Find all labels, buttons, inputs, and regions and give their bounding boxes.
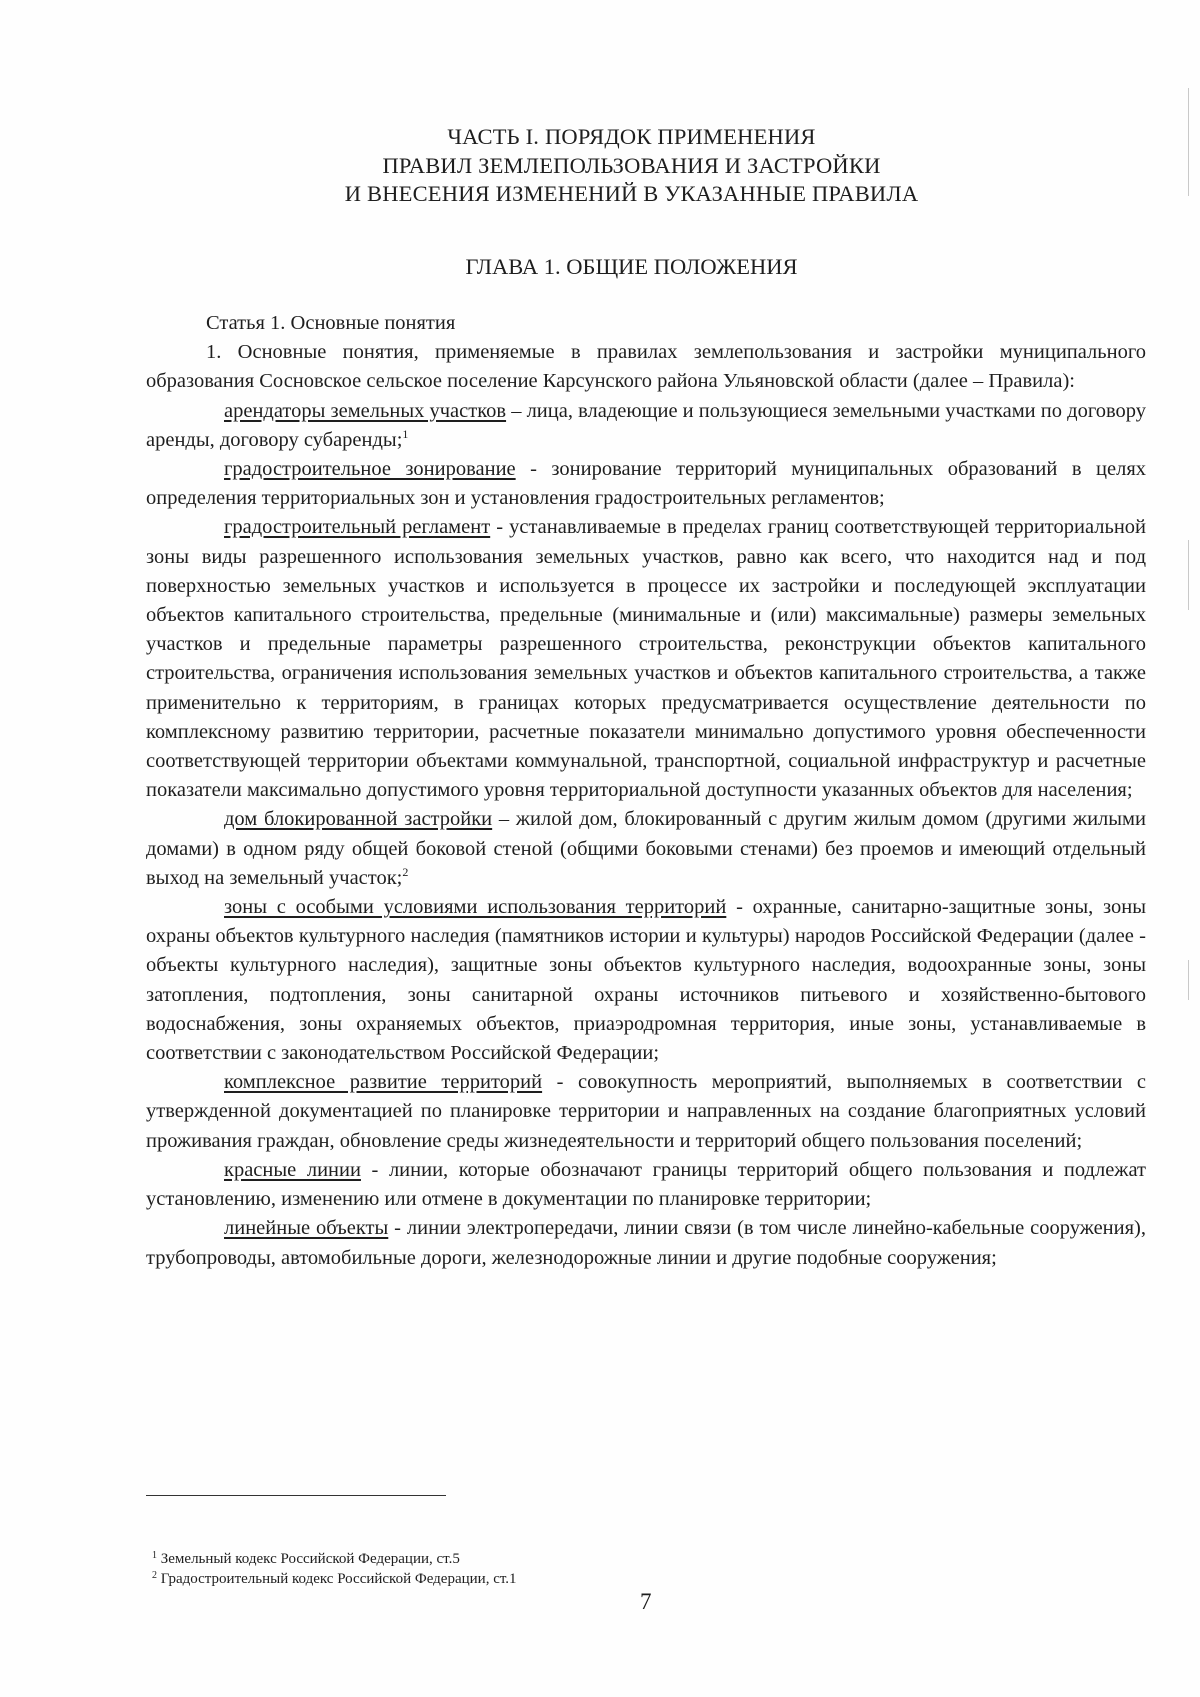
part-title-line-3: И ВНЕСЕНИЯ ИЗМЕНЕНИЙ В УКАЗАННЫЕ ПРАВИЛА <box>344 181 919 206</box>
part-title-line-1: ЧАСТЬ I. ПОРЯДОК ПРИМЕНЕНИЯ <box>447 124 816 149</box>
part-title-line-2: ПРАВИЛ ЗЕМЛЕПОЛЬЗОВАНИЯ И ЗАСТРОЙКИ <box>382 153 881 178</box>
definition-text: - совокупность мероприятий, выполняемых в соответствии с утвержденной документацией по планировке территории и направленных на создание благоприятных условий проживания граждан, обновление среды жизнедеятельности и территорий общего пользования поселений; <box>146 1071 1147 1152</box>
footnote-text: Земельный кодекс Российской Федерации, ст.5 <box>160 1551 460 1567</box>
definition-text: - устанавливаемые в пределах границ соответствующей территориальной зоны виды разрешенного использования земельных участков, равно как всего, что находится над и под поверхностью земельных участков и используется в процессе их застройки и последующей эксплуатации объектов капитального строительства, предельные (минимальные и (или) максимальные) размеры земельных участков и предельные параметры разрешенного строительства, реконструкции объектов капитального строительства, ограничения использования земельных участков и объектов капитального строительства, а также применительно к территориям, в границах которых предусматривается осуществление деятельности по комплексному развитию территории, расчетные показатели минимально допустимого уровня обеспеченности соответствующей территории объектами коммунальной, транспортной, социальной инфраструктур и расчетные показатели максимально допустимого уровня территориальной доступности указанных объектов для населения; <box>146 516 1147 802</box>
definition-text: - линии электропередачи, линии связи (в том числе линейно-кабельные сооружения), трубопроводы, автомобильные дороги, железнодорожные линии и другие подобные сооружения; <box>146 1217 1147 1269</box>
defined-term: комплексное развитие территорий <box>224 1071 543 1094</box>
definition-paragraph <box>146 397 1146 455</box>
definition-paragraph <box>146 1156 1146 1214</box>
defined-term: красные линии <box>224 1158 361 1181</box>
footnote-ref: 2 <box>402 864 409 879</box>
footnote-text: Градостроительный кодекс Российской Федерации, ст.1 <box>160 1571 517 1587</box>
footnote-mark: 1 <box>152 1550 157 1561</box>
definition-paragraph <box>146 1214 1146 1272</box>
definition-paragraph <box>146 893 1146 1068</box>
footnote-ref: 1 <box>402 426 409 441</box>
article-body <box>146 309 1146 1273</box>
definition-text: – жилой дом, блокированный с другим жилым домом (другими жилыми домами) в одном ряду общей боковой стеной (общими боковыми стенами) без проемов и имеющий отдельный выход на земельный участок; <box>146 808 1147 889</box>
definition-text: – лица, владеющие и пользующиеся земельными участками по договору аренды, договору субаренды; <box>146 399 1146 451</box>
footnote-mark: 2 <box>152 1570 157 1581</box>
defined-term: линейные объекты <box>224 1217 389 1240</box>
defined-term: арендаторы земельных участков <box>224 399 507 422</box>
definition-text: - охранные, санитарно-защитные зоны, зоны охраны объектов культурного наследия (памятников истории и культуры) народов Российской Федерации (далее - объекты культурного наследия), защитные зоны объектов культурного наследия, водоохранные зоны, зоны затопления, подтопления, зоны санитарной охраны источников питьевого и хозяйственно-бытового водоснабжения, зоны охраняемых объектов, приаэродромная территория, иные зоны, устанавливаемые в соответствии с законодательством Российской Федерации; <box>146 896 1147 1065</box>
page-number: 7 <box>640 1589 652 1614</box>
article-title: Статья 1. Основные понятия <box>206 312 456 334</box>
defined-term: дом блокированной застройки <box>224 808 493 831</box>
defined-term: градостроительный регламент <box>224 516 491 539</box>
scan-edge-mark <box>1188 960 1189 1000</box>
chapter-title: ГЛАВА 1. ОБЩИЕ ПОЛОЖЕНИЯ <box>465 254 798 279</box>
footnote <box>152 1550 460 1568</box>
definition-text: - зонирование территорий муниципальных образований в целях определения территориальных зон и установления градостроительных регламентов; <box>146 458 1146 510</box>
scan-edge-mark <box>1188 540 1189 610</box>
definition-paragraph <box>146 455 1146 513</box>
footnote-separator <box>146 1495 446 1496</box>
definition-text: - линии, которые обозначают границы территорий общего пользования и подлежат установлению, изменению или отмене в документации по планировке территории; <box>146 1158 1146 1211</box>
footnote <box>152 1570 517 1588</box>
defined-term: градостроительное зонирование <box>224 458 516 481</box>
definition-paragraph <box>146 513 1146 805</box>
definition-paragraph <box>146 805 1146 893</box>
article-intro: 1. Основные понятия, применяемые в правилах землепользования и застройки муниципального образования Сосновское сельское поселение Карсунского района Ульяновской области (далее – Правила): <box>146 341 1146 393</box>
defined-term: зоны с особыми условиями использования территорий <box>224 896 727 919</box>
definition-paragraph <box>146 1068 1146 1156</box>
